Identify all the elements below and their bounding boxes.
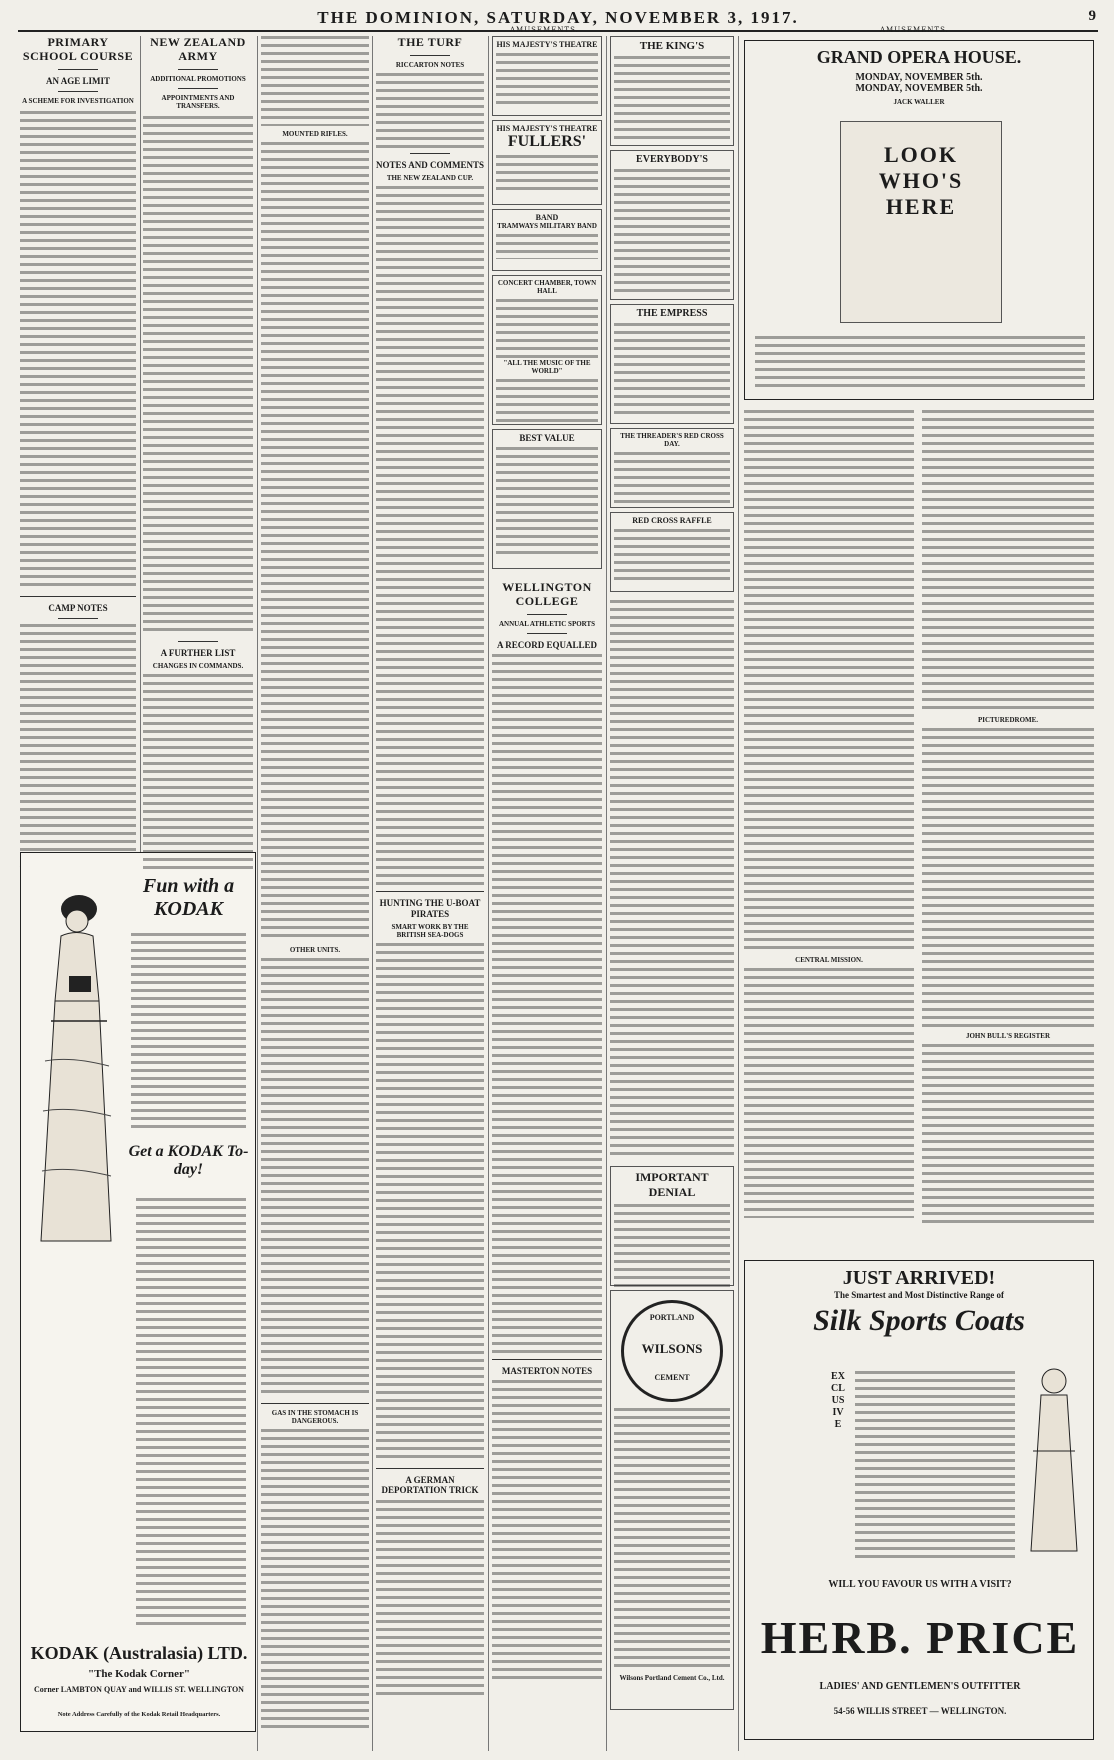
ad-subtitle: The Smartest and Most Distinctive Range of [834, 1290, 1004, 1300]
ad-body-text [614, 323, 730, 418]
kodak-cta: Get a KODAK To-day! [128, 1143, 249, 1178]
column-rule [372, 36, 373, 1751]
article-headline: PRIMARY SCHOOL COURSE [22, 35, 134, 63]
ad-date: MONDAY, NOVEMBER 5th. [855, 72, 983, 83]
column-rule [257, 36, 258, 1751]
article-body-text [261, 36, 369, 126]
logo-text: CEMENT [654, 1373, 690, 1382]
ad-body-text [755, 336, 1085, 391]
page-number: 9 [1088, 8, 1096, 24]
newspaper-title: THE DOMINION, SATURDAY, NOVEMBER 3, 1917. [317, 8, 799, 27]
ad-presenter: JACK WALLER [893, 98, 945, 106]
kodak-note: Note Address Carefully of the Kodak Retail Headquarters. [57, 1711, 221, 1718]
ad-title: RED CROSS RAFFLE [632, 516, 712, 525]
logo-text: PORTLAND [649, 1313, 695, 1322]
empress-ad [492, 209, 602, 271]
article-subhead: OTHER UNITS. [289, 946, 341, 955]
article-body-text [376, 943, 484, 1463]
article-subhead: GAS IN THE STOMACH IS DANGEROUS. [271, 1409, 359, 1426]
ad-body-text [131, 933, 246, 1128]
ad-title: HIS MAJESTY'S THEATRE [496, 40, 598, 49]
article-subhead: RICCARTON NOTES [395, 60, 465, 69]
poster-text: LOOK WHO'S HERE [878, 142, 964, 219]
ad-product: Silk Sports Coats [813, 1304, 1025, 1337]
ad-title: CONCERT CHAMBER, TOWN HALL [497, 279, 597, 295]
article-body-text [20, 624, 136, 859]
column-rule [606, 36, 607, 1751]
concert-ad [492, 275, 602, 425]
article-subhead: A FURTHER LIST [160, 647, 236, 658]
ad-title: CENTRAL MISSION. [795, 956, 863, 964]
article-subhead: SMART WORK BY THE BRITISH SEA-DOGS [391, 922, 469, 939]
grand-opera-ad [744, 40, 1094, 400]
ad-title: HIS MAJESTY'S THEATRE [496, 124, 598, 133]
article-body-text [376, 73, 484, 148]
article-body-text [261, 958, 369, 1398]
ad-title: JOHN BULL'S REGISTER [965, 1032, 1051, 1041]
ad-title: FULLERS' [507, 133, 587, 150]
ad-body-text [496, 299, 598, 359]
divider [20, 596, 136, 597]
article-headline: CAMP NOTES [48, 602, 108, 613]
amusement-listings [922, 1044, 1094, 1224]
everybodys-ad [610, 150, 734, 300]
ad-exclusive: EXCLUSIVE [831, 1371, 845, 1430]
article-subhead: MOUNTED RIFLES. [282, 130, 348, 138]
divider [376, 891, 484, 892]
kodak-company: KODAK (Australasia) LTD. [30, 1643, 248, 1663]
empress-theatre-ad [610, 304, 734, 424]
ad-body-text [855, 1371, 1015, 1561]
article-headline: WELLINGTON COLLEGE [502, 580, 592, 608]
ad-body-text [496, 53, 598, 108]
column-rule [488, 36, 489, 1751]
article-column-1 [20, 36, 136, 866]
article-body-text [143, 116, 253, 636]
article-column-4 [376, 36, 484, 1751]
ad-title: THE KING'S [639, 40, 705, 52]
poster-illustration [840, 121, 1002, 323]
column-8 [922, 410, 1094, 1250]
amusement-listings [744, 410, 914, 950]
article-column-3 [261, 36, 369, 1751]
ad-body-text [614, 529, 730, 584]
wilsons-logo [621, 1300, 723, 1402]
divider [527, 633, 567, 634]
logo-text: WILSONS [641, 1341, 703, 1356]
amusement-listings [744, 968, 914, 1218]
article-body-text [492, 1380, 602, 1680]
shop-address: 54-56 WILLIS STREET — WELLINGTON. [833, 1706, 1007, 1716]
article-body-text [261, 1429, 369, 1729]
divider [58, 69, 98, 70]
article-headline: THE TURF [397, 35, 463, 49]
ad-title: TRAMWAYS MILITARY BAND [497, 222, 597, 230]
woman-illustration [31, 881, 121, 1251]
article-body-text [376, 186, 484, 886]
amusement-listings [922, 410, 1094, 710]
article-subhead: THE NEW ZEALAND CUP. [386, 174, 474, 183]
article-headline: A GERMAN DEPORTATION TRICK [381, 1475, 479, 1496]
silk-sports-coats-ad [744, 1260, 1094, 1740]
article-headline: MASTERTON NOTES [501, 1365, 593, 1376]
ad-title: EVERYBODY'S [636, 154, 708, 165]
article-subhead: A SCHEME FOR INVESTIGATION [22, 96, 134, 105]
article-body-text [492, 654, 602, 1354]
red-cross-raffle-ad [610, 512, 734, 592]
red-cross-ad [610, 428, 734, 508]
model-illustration [1021, 1361, 1087, 1561]
divider [376, 1468, 484, 1469]
article-column-2 [143, 36, 253, 866]
divider [178, 641, 218, 642]
article-body-text [20, 111, 136, 591]
ad-title: "ALL THE MUSIC OF THE WORLD" [503, 359, 591, 375]
article-subhead: APPOINTMENTS AND TRANSFERS. [161, 93, 235, 110]
article-subhead: A RECORD EQUALLED [496, 639, 597, 650]
kings-theatre-ad [610, 36, 734, 146]
ad-body-text [614, 56, 730, 141]
section-label-left: AMUSEMENTS. [510, 26, 579, 34]
kodak-subtitle: "The Kodak Corner" [87, 1668, 191, 1680]
ad-date: MONDAY, NOVEMBER 5th. [855, 83, 983, 94]
divider [527, 614, 567, 615]
fullers-ad [492, 120, 602, 205]
article-subhead: ADDITIONAL PROMOTIONS [150, 74, 246, 83]
ad-footer: Wilsons Portland Cement Co., Ltd. [619, 1674, 725, 1682]
ad-title: PICTUREDROME. [977, 716, 1039, 724]
ad-body-text [614, 452, 730, 507]
divider [58, 618, 98, 619]
divider [261, 1403, 369, 1404]
ad-title: BEST VALUE [519, 433, 575, 443]
article-body-text [376, 1500, 484, 1700]
sports-results-text [610, 600, 734, 1160]
ad-body-text [496, 155, 598, 195]
shop-subtitle: LADIES' AND GENTLEMEN'S OUTFITTER [819, 1681, 1021, 1692]
ad-title: JUST ARRIVED! [842, 1267, 996, 1289]
article-body-text [143, 674, 253, 869]
section-label-right: AMUSEMENTS. [880, 26, 949, 34]
divider [178, 69, 218, 70]
wilsons-cement-ad [610, 1290, 734, 1710]
ad-title: BAND [535, 213, 559, 222]
article-subhead: CHANGES IN COMMANDS. [152, 662, 244, 671]
ad-title: THE THREADER'S RED CROSS DAY. [620, 432, 724, 448]
divider [178, 88, 218, 89]
ad-title: IMPORTANT DENIAL [635, 1170, 709, 1199]
important-denial-ad [610, 1166, 734, 1286]
article-headline: NEW ZEALAND ARMY [150, 35, 246, 63]
ad-body-text [496, 379, 598, 424]
kodak-advertisement [20, 852, 256, 1732]
ad-body-text [614, 169, 730, 294]
column-7 [744, 410, 914, 1250]
ad-body-text [614, 1204, 730, 1289]
column-5 [492, 36, 602, 1751]
divider [410, 153, 450, 154]
his-majestys-ad [492, 36, 602, 116]
column-rule [140, 36, 141, 866]
article-subhead: AN AGE LIMIT [45, 75, 110, 86]
ad-slogan: WILL YOU FAVOUR US WITH A VISIT? [828, 1579, 1012, 1590]
divider [410, 55, 450, 56]
article-headline: NOTES AND COMMENTS [376, 159, 485, 170]
kodak-address: Corner LAMBTON QUAY and WILLIS ST. WELLINGTON [34, 1685, 244, 1694]
ad-body-text [136, 1198, 246, 1628]
shop-name: HERB. PRICE [760, 1612, 1080, 1663]
article-subhead: ANNUAL ATHLETIC SPORTS [498, 619, 596, 628]
ad-body-text [496, 234, 598, 259]
column-rule [738, 36, 739, 1751]
column-6 [610, 36, 734, 1751]
ad-body-text [614, 1408, 730, 1668]
article-body-text [261, 142, 369, 942]
kodak-ad-title: Fun with a KODAK [142, 875, 235, 920]
divider [58, 91, 98, 92]
amusement-listings [922, 728, 1094, 1028]
divider [492, 1359, 602, 1360]
ad-title: GRAND OPERA HOUSE. [816, 47, 1022, 67]
ad-body-text [496, 447, 598, 557]
ad-title: THE EMPRESS [636, 308, 708, 319]
article-headline: HUNTING THE U-BOAT PIRATES [379, 898, 481, 919]
best-value-ad [492, 429, 602, 569]
